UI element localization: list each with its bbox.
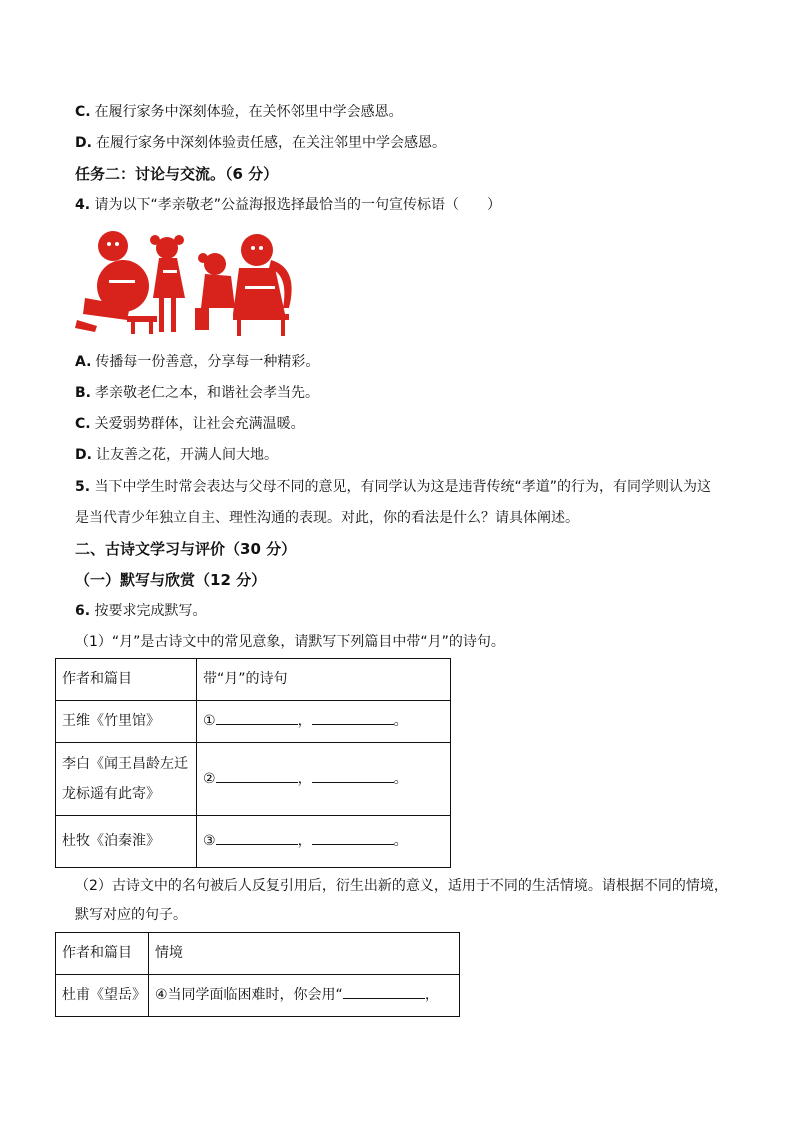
answer-cell	[197, 743, 451, 816]
q5-line1	[75, 477, 711, 497]
answer-cell	[197, 816, 451, 868]
table-row	[56, 975, 460, 1017]
table-row	[56, 743, 451, 816]
q4-stem	[75, 195, 501, 215]
answer-blank[interactable]	[312, 768, 394, 783]
q6-part2-line2: 默写对应的句子。	[75, 907, 187, 923]
q4-option-a	[75, 352, 319, 372]
option-letter: D.	[75, 447, 92, 463]
question-text: 请为以下“孝亲敬老”公益海报选择最恰当的一句宣传标语（ ）	[94, 197, 502, 213]
option-letter: B.	[75, 385, 91, 401]
table-row	[56, 701, 451, 743]
q6-instruction	[75, 601, 207, 621]
section2-heading: 二、古诗文学习与评价（30 分）	[75, 540, 297, 558]
answer-cell	[197, 701, 451, 743]
table-header-cell: 带“月”的诗句	[197, 659, 451, 701]
author-title-cell: 杜甫《望岳》	[56, 975, 149, 1017]
table-header-cell: 情境	[149, 933, 460, 975]
q3-option-d	[75, 133, 446, 153]
answer-blank[interactable]	[216, 710, 298, 725]
end-mark: 。	[393, 713, 408, 729]
table-header-cell: 作者和篇目	[56, 659, 197, 701]
end-mark: ，	[424, 987, 439, 1003]
answer-blank[interactable]	[216, 768, 298, 783]
answer-blank[interactable]	[312, 830, 394, 845]
author-title-cell: 杜牧《泊秦淮》	[56, 816, 197, 868]
option-letter: C.	[75, 104, 91, 120]
item-marker: ②	[203, 770, 216, 787]
paper-cut-family-illustration-icon	[75, 228, 300, 338]
end-mark: 。	[393, 770, 408, 787]
question-text: 当下中学生时常会表达与父母不同的意见，有同学认为这是违背传统“孝道”的行为，有同学则认为这	[94, 479, 712, 495]
table-header-row	[56, 933, 460, 975]
comma: ，	[297, 770, 312, 787]
author-title-cell	[56, 743, 197, 816]
item-marker: ③	[203, 833, 216, 849]
option-text: 让友善之花，开满人间大地。	[95, 447, 278, 463]
context-cell	[149, 975, 460, 1017]
q4-option-b	[75, 383, 319, 403]
item-marker: ①	[203, 713, 216, 729]
question-number: 4.	[75, 197, 91, 213]
table-row	[56, 816, 451, 868]
answer-blank[interactable]	[216, 830, 298, 845]
table-header-cell: 作者和篇目	[56, 933, 149, 975]
option-letter: D.	[75, 135, 92, 151]
author-title-line: 龙标遥有此寄》	[62, 786, 160, 802]
author-title-line: 李白《闻王昌龄左迁	[62, 756, 188, 772]
context-text: ④当同学面临困难时，你会用“	[155, 987, 343, 1003]
option-text: 关爱弱势群体，让社会充满温暖。	[94, 416, 305, 432]
table-header-row	[56, 659, 451, 701]
section2-sub-heading: （一）默写与欣赏（12 分）	[75, 571, 267, 589]
option-text: 孝亲敬老仁之本，和谐社会孝当先。	[95, 385, 319, 401]
option-letter: C.	[75, 416, 91, 432]
comma: ，	[297, 713, 312, 729]
q6-part1-intro: （1）“月”是古诗文中的常见意象，请默写下列篇目中带“月”的诗句。	[75, 634, 505, 650]
option-text: 在履行家务中深刻体验，在关怀邻里中学会感恩。	[94, 104, 403, 120]
answer-blank[interactable]	[343, 984, 425, 999]
comma: ，	[297, 833, 312, 849]
moon-poems-table	[55, 658, 451, 868]
option-text: 传播每一份善意，分享每一种精彩。	[95, 354, 320, 370]
q4-option-d	[75, 445, 278, 465]
answer-blank[interactable]	[312, 710, 394, 725]
q6-part2-line1: （2）古诗文中的名句被后人反复引用后，衍生出新的意义，适用于不同的生活情境。请根据不同的情境，	[75, 878, 728, 894]
author-title-cell: 王维《竹里馆》	[56, 701, 197, 743]
option-letter: A.	[75, 354, 92, 370]
context-table	[55, 932, 460, 1017]
question-number: 6.	[75, 603, 91, 619]
q4-option-c	[75, 414, 305, 434]
question-text: 按要求完成默写。	[94, 603, 207, 619]
q5-line2: 是当代青少年独立自主、理性沟通的表现。对此，你的看法是什么？请具体阐述。	[75, 510, 579, 526]
q3-option-c	[75, 102, 403, 122]
task2-heading: 任务二：讨论与交流。（6 分）	[75, 165, 279, 183]
end-mark: 。	[393, 833, 408, 849]
question-number: 5.	[75, 479, 91, 495]
option-text: 在履行家务中深刻体验责任感，在关注邻里中学会感恩。	[95, 135, 446, 151]
